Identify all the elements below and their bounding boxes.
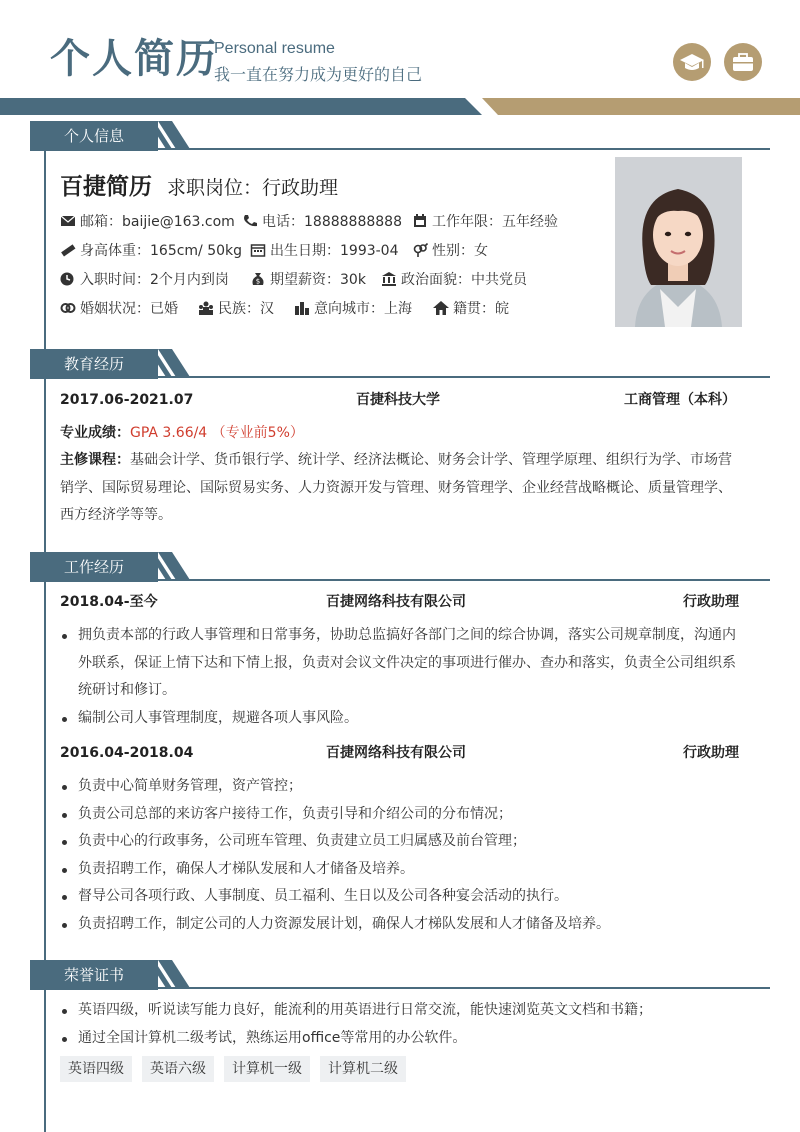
briefcase-icon [724,43,762,81]
header-band [0,98,800,115]
work-company: 百捷网络科技有限公司 [326,594,466,610]
section-header-honors: 荣誉证书 [30,960,190,990]
list-item: 英语四级，听说读写能力良好，能流利的用英语进行日常交流，能快速浏览英文文档和书籍； [60,997,760,1025]
info-years: 工作年限：五年经验 [412,212,558,232]
info-height-weight: 身高体重：165cm/ 50kg [60,241,242,261]
list-item: 负责招聘工作，制定公司的人力资源发展计划，确保人才梯队发展和人才储备及培养。 [60,911,742,939]
section-header-work: 工作经历 [30,552,190,582]
list-item: 通过全国计算机二级考试，熟练运用office等常用的办公软件。 [60,1025,760,1053]
work-role: 行政助理 [683,745,739,761]
home-icon [433,301,449,315]
list-item: 拥负责本部的行政人事管理和日常事务，协助总监搞好各部门之间的综合协调，落实公司规章制度，沟通内外联系，保证上情下达和下情上报，负责对会议文件决定的事项进行催办、查办和落实，负责全公司组织系统研讨和修订。 [60,622,742,705]
subtitle-chinese: 我一直在努力成为更好的自己 [214,65,423,84]
people-icon [198,301,214,315]
work-company: 百捷网络科技有限公司 [326,745,466,761]
work-period: 2016.04-2018.04 [60,745,194,761]
info-politics: 政治面貌：中共党员 [381,270,527,290]
gender-icon [412,243,428,257]
info-native: 籍贯：皖 [433,299,509,319]
info-salary: $ 期望薪资：30k [250,270,366,290]
info-phone: 电话：18888888888 [242,212,402,232]
avatar [615,157,742,327]
honors-list [60,997,760,1052]
ruler-icon [60,243,76,257]
certificate-tag: 英语四级 [60,1056,132,1082]
edu-period: 2017.06-2021.07 [60,392,194,408]
section-header-personal: 个人信息 [30,121,190,151]
info-ethnic: 民族：汉 [198,299,274,319]
section-header-education: 教育经历 [30,349,190,379]
list-item: 编制公司人事管理制度，规避各项人事风险。 [60,705,742,733]
list-item: 负责中心简单财务管理，资产管控； [60,773,742,801]
subtitle-english: Personal resume [214,40,335,57]
work-role: 行政助理 [683,594,739,610]
calendar-grid-icon [250,243,266,257]
list-item: 负责招聘工作，确保人才梯队发展和人才储备及培养。 [60,856,742,884]
info-birth: 出生日期：1993-04 [250,241,399,261]
edu-major: 工商管理（本科） [624,392,736,408]
edu-courses: 主修课程：基础会计学、货币银行学、统计学、经济法概论、财务会计学、管理学原理、组织行为学、市场营销学、国际贸易理论、国际贸易实务、人力资源开发与管理、财务管理学、企业经营战略概论、质量管理学、西方经济学等等。 [60,452,732,523]
building-icon [381,272,397,286]
certificate-tag: 英语六级 [142,1056,214,1082]
page-title: 个人简历 [50,36,218,82]
certificate-tag: 计算机一级 [224,1056,310,1082]
edu-school: 百捷科技大学 [356,392,440,408]
graduation-cap-icon [673,43,711,81]
calendar-icon [412,214,428,228]
rings-icon [60,301,76,315]
city-icon [294,301,310,315]
money-bag-icon [250,272,266,286]
work-period: 2018.04-至今 [60,594,158,610]
work-duties-list [60,773,742,938]
list-item: 负责中心的行政事务，公司班车管理、负责建立员工归属感及前台管理； [60,828,742,856]
job-target: 求职岗位：行政助理 [167,177,339,199]
info-gender: 性别：女 [412,241,488,261]
list-item: 负责公司总部的来访客户接待工作，负责引导和介绍公司的分布情况； [60,801,742,829]
list-item: 督导公司各项行政、人事制度、员工福利、生日以及公司各种宴会活动的执行。 [60,883,742,911]
certificate-tags [60,1056,416,1082]
phone-icon [242,214,258,228]
clock-icon [60,272,76,286]
edu-score: 专业成绩：GPA 3.66/4 （专业前5%） [60,425,304,441]
info-city: 意向城市：上海 [294,299,412,319]
gpa-value: GPA 3.66/4 （专业前5%） [130,425,304,441]
envelope-icon [60,214,76,228]
candidate-name: 百捷简历 [60,174,152,200]
certificate-tag: 计算机二级 [320,1056,406,1082]
info-email: 邮箱：baijie@163.com [60,212,235,232]
info-marriage: 婚姻状况：已婚 [60,299,178,319]
info-entry: 入职时间：2个月内到岗 [60,270,229,290]
svg-text:$: $ [255,277,261,286]
work-duties-list [60,622,742,732]
